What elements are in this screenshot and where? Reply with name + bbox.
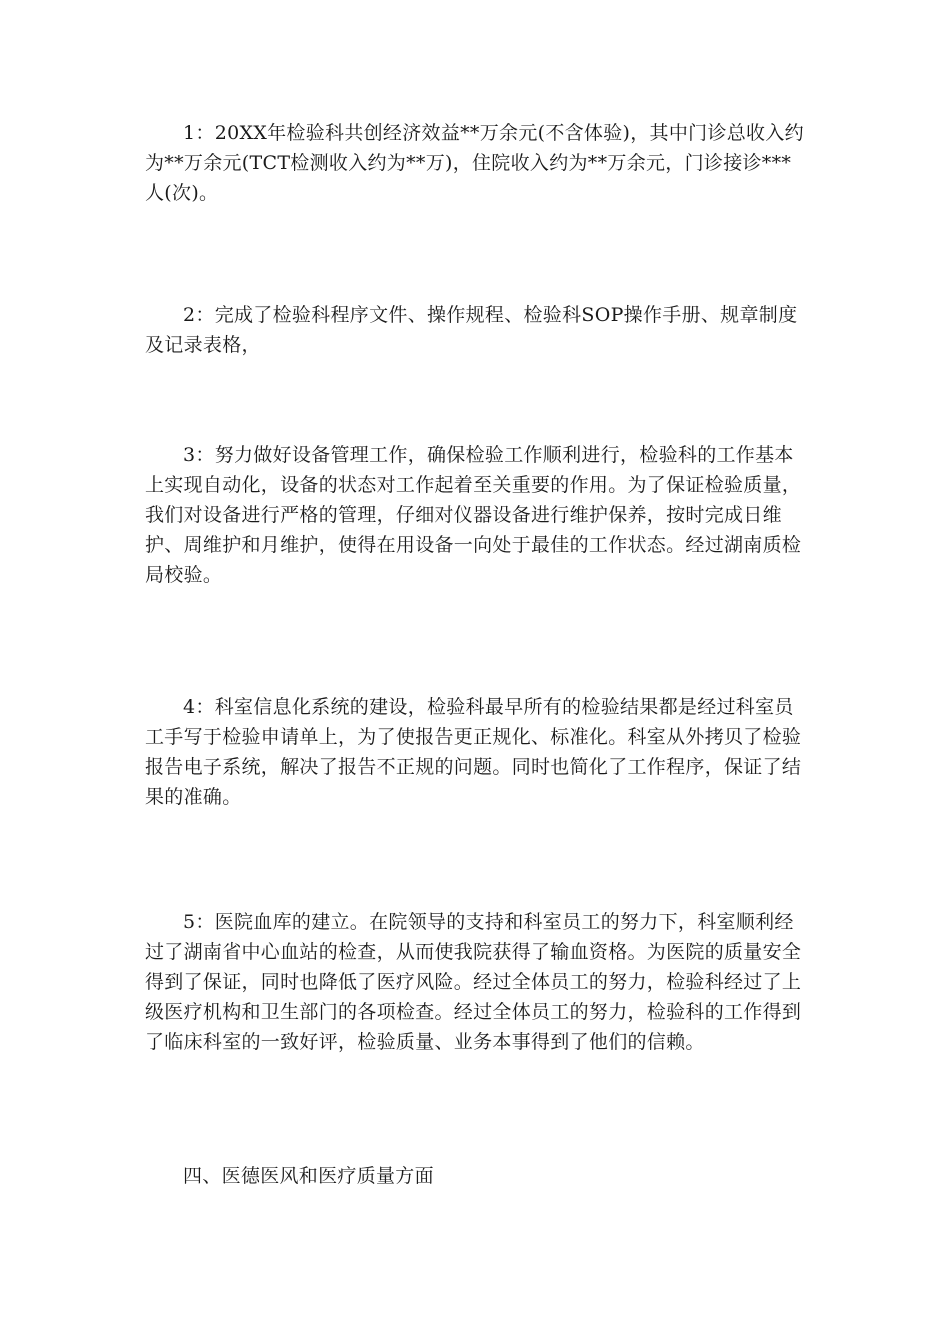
- paragraph-item-5: 5：医院血库的建立。在院领导的支持和科室员工的努力下，科室顺利经过了湖南省中心血站的检查，从而使我院获得了输血资格。为医院的质量安全得到了保证，同时也降低了医疗风险。经过全体员工的努力，检验科经过了上级医疗机构和卫生部门的各项检查。经过全体员工的努力，检验科的工作得到了临床科室的一致好评，检验质量、业务本事得到了他们的信赖。: [145, 911, 802, 1053]
- paragraph-item-3: 3：努力做好设备管理工作，确保检验工作顺利进行，检验科的工作基本上实现自动化，设备的状态对工作起着至关重要的作用。为了保证检验质量，我们对设备进行严格的管理，仔细对仪器设备进行维护保养，按时完成日维护、周维护和月维护，使得在用设备一向处于最佳的工作状态。经过湖南质检局校验。: [145, 444, 802, 586]
- section-heading: 四、医德医风和医疗质量方面: [183, 1165, 434, 1187]
- paragraph-item-4: 4：科室信息化系统的建设，检验科最早所有的检验结果都是经过科室员工手写于检验申请单上，为了使报告更正规化、标准化。科室从外拷贝了检验报告电子系统，解决了报告不正规的问题。同时也简化了工作程序，保证了结果的准确。: [145, 696, 802, 808]
- paragraph-item-2: 2：完成了检验科程序文件、操作规程、检验科SOP操作手册、规章制度及记录表格，: [145, 304, 798, 356]
- paragraph-item-1: 1：20XX年检验科共创经济效益**万余元(不含体验)，其中门诊总收入约为**万余元(TCT检测收入约为**万)，住院收入约为**万余元，门诊接诊***人(次)。: [145, 122, 804, 204]
